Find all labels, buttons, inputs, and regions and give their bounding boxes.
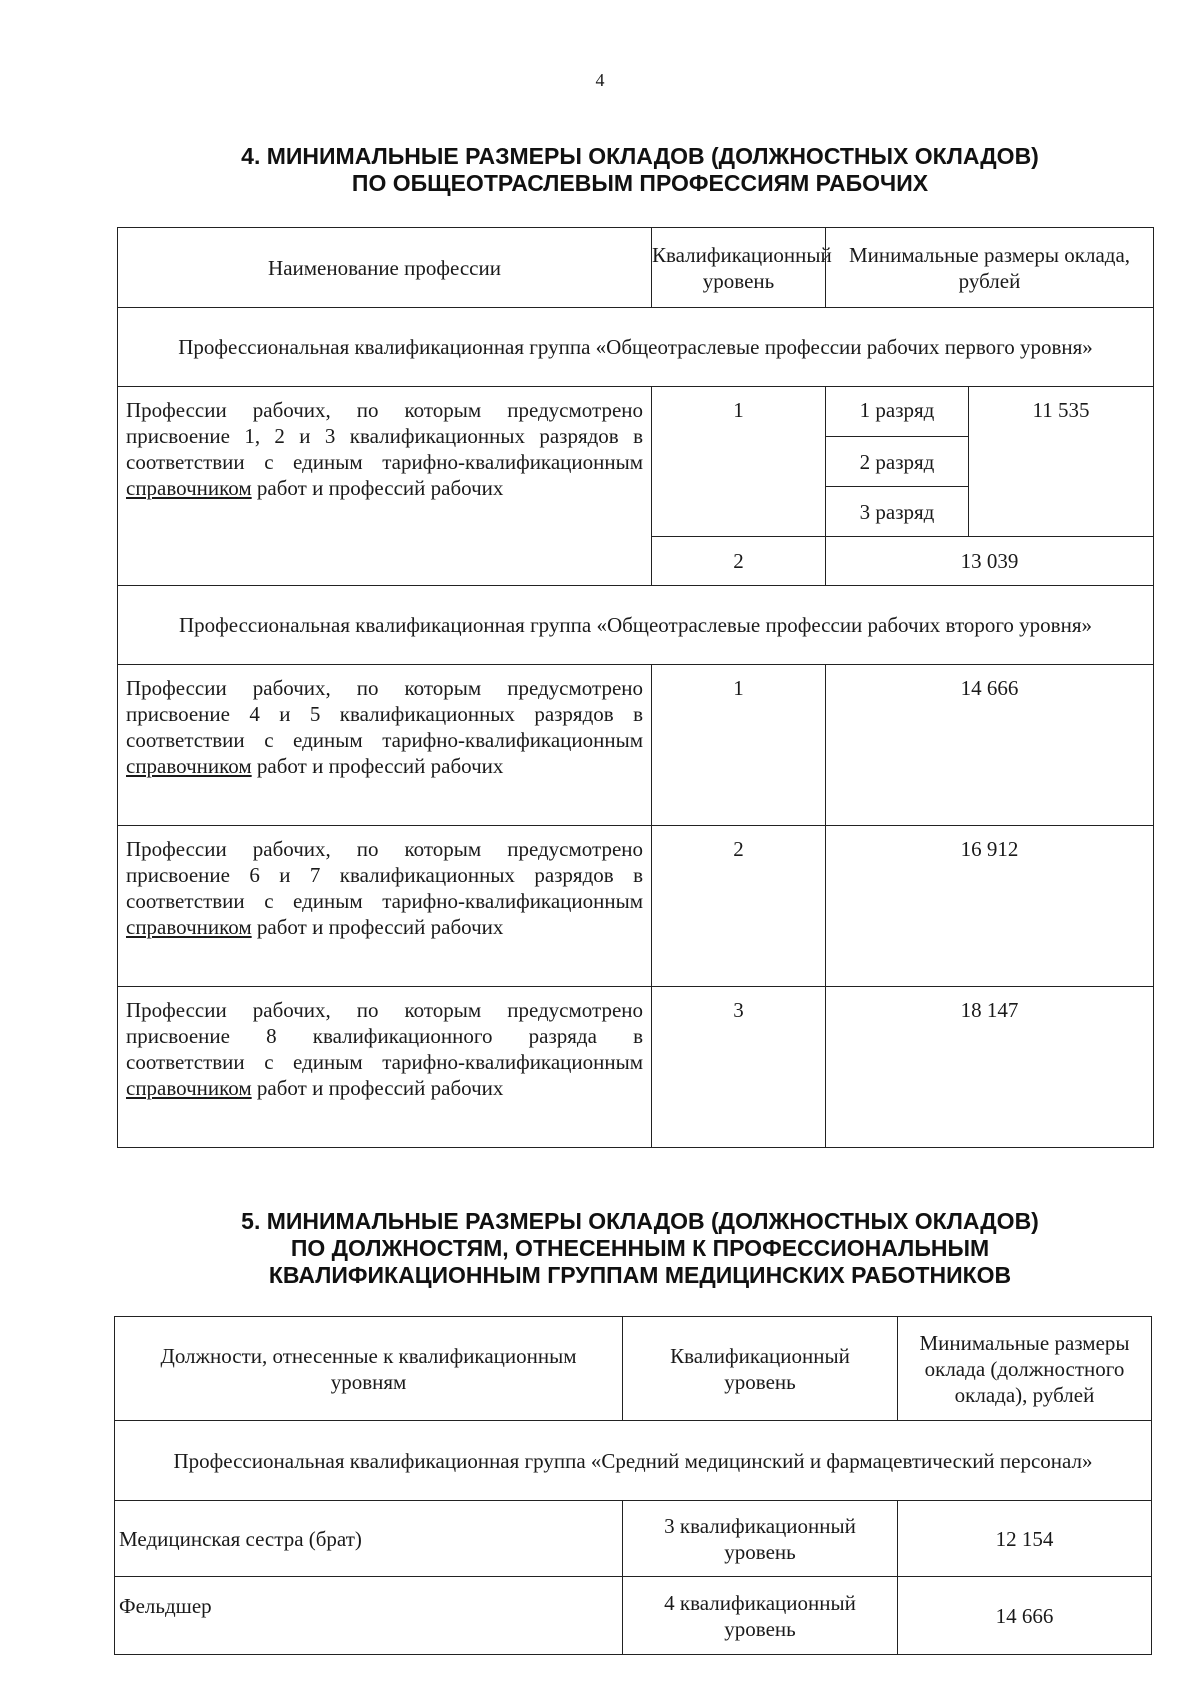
position-salary: 12 154 [898, 1501, 1152, 1577]
table-row [118, 826, 1154, 987]
group2-level: 1 [652, 665, 826, 826]
directory-link-text: справочником [126, 1076, 252, 1100]
grade-1: 1 разряд [826, 387, 969, 437]
group2-level: 3 [652, 987, 826, 1148]
group1-profession-description: Профессии рабочих, по которым предусмотрено присвоение 1, 2 и 3 квалификационных разрядов в соответствии с единым тарифно-квалификационным справочником работ и профессий рабочих [118, 387, 652, 586]
table-row [118, 665, 1154, 826]
section5-title-line3: КВАЛИФИКАЦИОННЫМ ГРУППАМ МЕДИЦИНСКИХ РАБОТНИКОВ [268, 1262, 1012, 1288]
section4-table [117, 227, 1154, 1148]
section4-header-row [118, 228, 1154, 308]
group1-title: Профессиональная квалификационная группа «Общеотраслевые профессии рабочих первого уровня» [118, 308, 1154, 387]
grade-3: 3 разряд [826, 487, 969, 537]
group1-salary-1: 11 535 [969, 387, 1154, 537]
group2-salary: 18 147 [826, 987, 1154, 1148]
section4-title [0, 143, 1200, 197]
position-level: 3 квалификационный уровень [623, 1501, 898, 1577]
group2-salary: 16 912 [826, 826, 1154, 987]
header-min-salary: Минимальные размеры оклада (должностного оклада), рублей [898, 1317, 1152, 1421]
directory-link-text: справочником [126, 754, 252, 778]
table-row [115, 1501, 1152, 1577]
grade-2: 2 разряд [826, 437, 969, 487]
section5-header-row [115, 1317, 1152, 1421]
table-row [118, 987, 1154, 1148]
position-name: Фельдшер [115, 1577, 623, 1655]
section5-title [0, 1208, 1200, 1289]
section4-title-line2: ПО ОБЩЕОТРАСЛЕВЫМ ПРОФЕССИЯМ РАБОЧИХ [351, 170, 929, 196]
position-salary: 14 666 [898, 1577, 1152, 1655]
header-profession-name: Наименование профессии [118, 228, 652, 308]
header-qualification-level: Квалификационный уровень [652, 228, 826, 308]
section5-title-line2: ПО ДОЛЖНОСТЯМ, ОТНЕСЕННЫМ К ПРОФЕССИОНАЛЬНЫМ [290, 1235, 990, 1261]
section4-title-line1: 4. МИНИМАЛЬНЫЕ РАЗМЕРЫ ОКЛАДОВ (ДОЛЖНОСТНЫХ ОКЛАДОВ) [241, 143, 1039, 169]
group1-level-1: 1 [652, 387, 826, 537]
page-number: 4 [595, 70, 605, 90]
section5-title-line1: 5. МИНИМАЛЬНЫЕ РАЗМЕРЫ ОКЛАДОВ (ДОЛЖНОСТНЫХ ОКЛАДОВ) [241, 1208, 1039, 1234]
directory-link-text: справочником [126, 915, 252, 939]
section5-group-title: Профессиональная квалификационная группа «Средний медицинский и фармацевтический персонал» [115, 1421, 1152, 1501]
group2-salary: 14 666 [826, 665, 1154, 826]
group2-profession-description: Профессии рабочих, по которым предусмотрено присвоение 6 и 7 квалификационных разрядов в соответствии с единым тарифно-квалификационным справочником работ и профессий рабочих [118, 826, 652, 987]
group2-profession-description: Профессии рабочих, по которым предусмотрено присвоение 8 квалификационного разряда в соответствии с единым тарифно-квалификационным справочником работ и профессий рабочих [118, 987, 652, 1148]
group2-title: Профессиональная квалификационная группа «Общеотраслевые профессии рабочих второго уровня» [118, 586, 1154, 665]
group1-salary-2: 13 039 [826, 537, 1154, 586]
group1-row [118, 308, 1154, 387]
table-row [115, 1577, 1152, 1655]
header-qualification-level: Квалификационный уровень [623, 1317, 898, 1421]
group2-profession-description: Профессии рабочих, по которым предусмотрено присвоение 4 и 5 квалификационных разрядов в соответствии с единым тарифно-квалификационным справочником работ и профессий рабочих [118, 665, 652, 826]
directory-link-text: справочником [126, 476, 252, 500]
group1-level-2: 2 [652, 537, 826, 586]
table-row [118, 387, 1154, 437]
section5-table [114, 1316, 1152, 1655]
position-level: 4 квалификационный уровень [623, 1577, 898, 1655]
header-positions: Должности, отнесенные к квалификационным уровням [115, 1317, 623, 1421]
group-row [115, 1421, 1152, 1501]
group2-level: 2 [652, 826, 826, 987]
position-name: Медицинская сестра (брат) [115, 1501, 623, 1577]
group2-row [118, 586, 1154, 665]
header-min-salary: Минимальные размеры оклада, рублей [826, 228, 1154, 308]
